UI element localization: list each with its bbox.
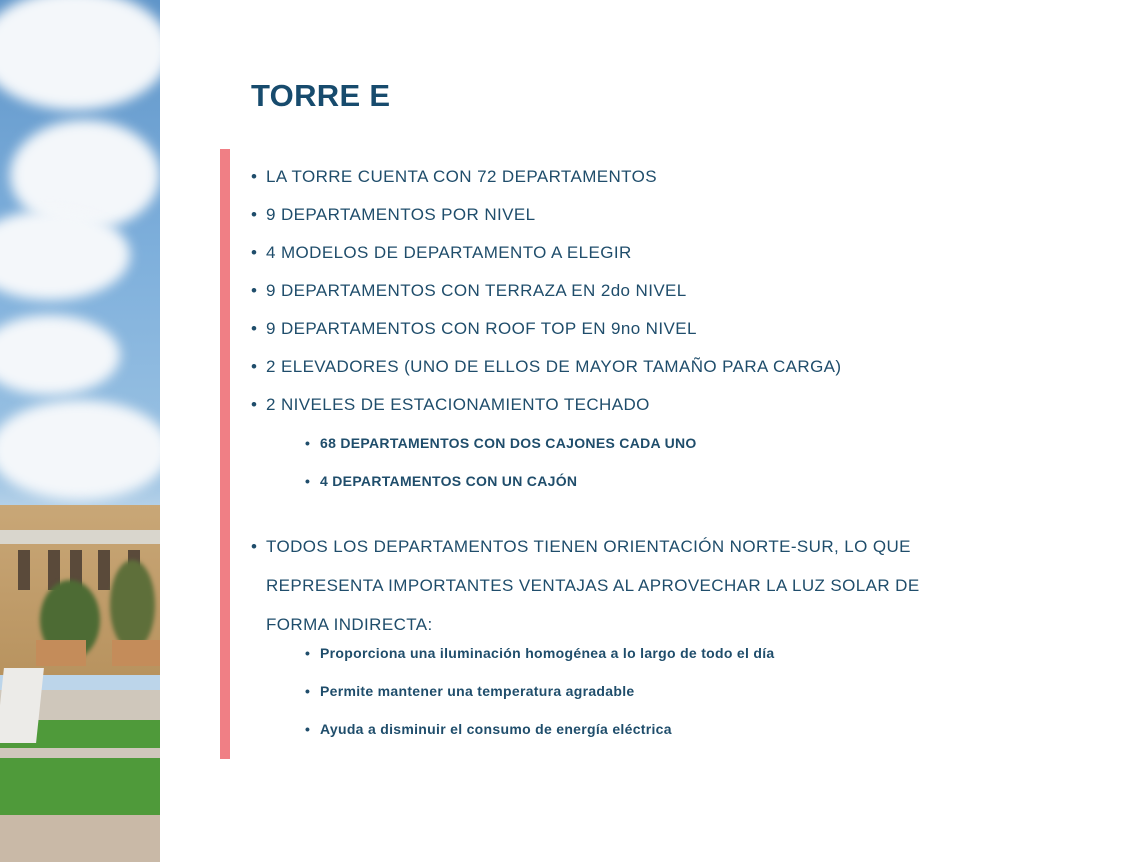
orientation-paragraph: • TODOS LOS DEPARTAMENTOS TIENEN ORIENTACIÓN NORTE-SUR, LO QUE REPRESENTA IMPORTANTES VENTAJAS AL APROVECHAR LA LUZ SOLAR DE FORMA INDIRECTA: [251, 537, 920, 634]
sub-list-item: • 4 DEPARTAMENTOS CON UN CAJÓN [305, 473, 578, 489]
list-item: • LA TORRE CUENTA CON 72 DEPARTAMENTOS [251, 167, 658, 186]
sub-list-item: • 68 DEPARTAMENTOS CON DOS CAJONES CADA UNO [305, 435, 697, 451]
list-item: • 9 DEPARTAMENTOS CON ROOF TOP EN 9no NIVEL [251, 319, 697, 338]
sub-list-item: • Proporciona una iluminación homogénea a lo largo de todo el día [305, 645, 775, 661]
list-item: • 9 DEPARTAMENTOS POR NIVEL [251, 205, 536, 224]
accent-bar [220, 149, 230, 759]
sub-list-item: • Permite mantener una temperatura agradable [305, 683, 635, 699]
list-item: • 9 DEPARTAMENTOS CON TERRAZA EN 2do NIVEL [251, 281, 687, 300]
page-title: TORRE E [251, 78, 391, 113]
list-item: • 4 MODELOS DE DEPARTAMENTO A ELEGIR [251, 243, 632, 262]
building-photo [0, 0, 160, 862]
sub-list-item: • Ayuda a disminuir el consumo de energía eléctrica [305, 721, 672, 737]
list-item: • 2 ELEVADORES (UNO DE ELLOS DE MAYOR TAMAÑO PARA CARGA) [251, 357, 842, 376]
list-item: • 2 NIVELES DE ESTACIONAMIENTO TECHADO [251, 395, 650, 414]
